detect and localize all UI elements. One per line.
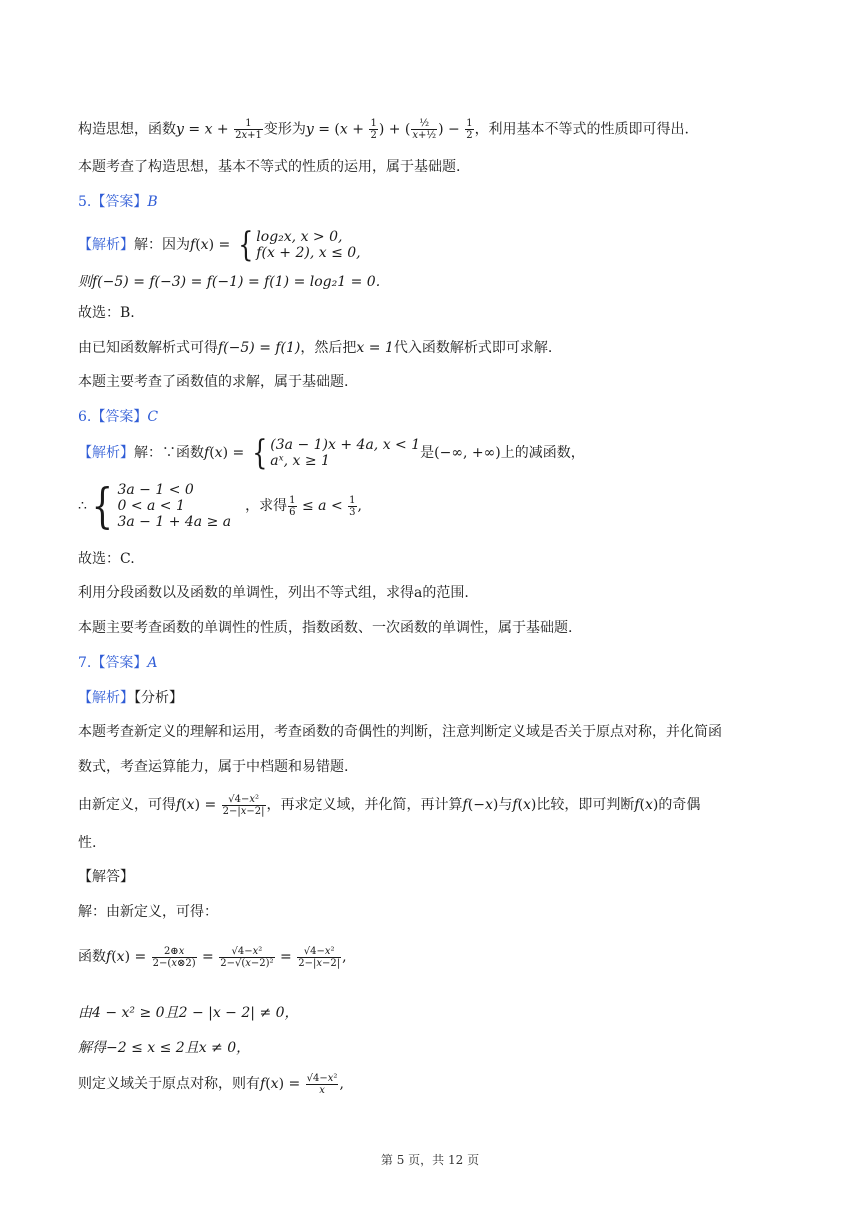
text-line-q5-method: 由已知函数解析式可得f(−5) = f(1)，然后把x = 1代入函数解析式即可求解. bbox=[78, 340, 553, 356]
text-line: 本题考查了构造思想，基本不等式的性质的运用，属于基础题. bbox=[78, 159, 461, 175]
text-line: 本题考查新定义的理解和运用，考查函数的奇偶性的判断，注意判断定义域是否关于原点对称，并化简函 bbox=[78, 724, 722, 740]
answer-heading-q5: 5.【答案】B bbox=[78, 194, 158, 210]
text-line-choice-q6: 故选：C. bbox=[78, 551, 135, 567]
text-line: 性. bbox=[78, 835, 97, 851]
solution-heading-q7: 【解答】 bbox=[78, 869, 134, 885]
answer-heading-q7: 7.【答案】A bbox=[78, 655, 158, 671]
answer-heading-q6: 6.【答案】C bbox=[78, 409, 159, 425]
text-line: 数式，考查运算能力，属于中档题和易错题. bbox=[78, 759, 349, 775]
text-line: 利用分段函数以及函数的单调性，列出不等式组，求得a的范围. bbox=[78, 585, 469, 601]
text-line-q7-def: 由新定义，可得f(x) = $\frac{\text{√4−x²}}{2-|x-2|}$ ，再求定义域，并化简，再计算f(−x)与f(x)比较，即可判断f(x)的奇偶 bbox=[78, 793, 701, 817]
text-line-q7-func: 函数f(x) = $\frac{2\oplus x}{2-(x\otimes 2)}$ = $\frac{\text{√4−x²}}{\text{2−√(x−2)²}}$ = $\frac{\text{√4−x²}}{2-|x-2|}$ , bbox=[78, 945, 347, 969]
page-footer: 第 5 页，共 12 页 bbox=[380, 1153, 480, 1167]
text-line-q7-result: 则定义域关于原点对称，则有f(x) = $\frac{\text{√4−x²}}{x}$ , bbox=[78, 1072, 344, 1096]
text-line: 由4 − x² ≥ 0且2 − |x − 2| ≠ 0， bbox=[78, 1005, 299, 1021]
analysis-line-q5: 【解析】解：因为f(x) = { log₂x, x > 0, f(x + 2), x ≤ 0, bbox=[78, 225, 361, 265]
text-line-choice-q5: 故选：B. bbox=[78, 305, 135, 321]
text-line: 解得−2 ≤ x ≤ 2且x ≠ 0， bbox=[78, 1040, 251, 1056]
inequality-system-q6: ∴{ 3a − 1 < 0 0 < a < 1 3a − 1 + 4a ≥ a ，求得 $\frac{1}{6}$ ≤ a < $\frac{1}{3}$ , bbox=[78, 478, 362, 534]
analysis-heading-q7: 【解析】【分析】 bbox=[78, 690, 183, 706]
text-line: 本题主要考查了函数值的求解，属于基础题. bbox=[78, 374, 349, 390]
analysis-line-q6: 【解析】解：∵函数f(x) = { (3a − 1)x + 4a, x < 1 aˣ, x ≥ 1 是(−∞, +∞)上的减函数， bbox=[78, 433, 585, 473]
text-line: 解：由新定义，可得： bbox=[78, 904, 218, 920]
text-line: 本题主要考查函数的单调性的性质，指数函数、一次函数的单调性，属于基础题. bbox=[78, 620, 573, 636]
text-line-eval: 则f(−5) = f(−3) = f(−1) = f(1) = log₂1 = 0. bbox=[78, 274, 381, 290]
text-line-construct: 构造思想，函数y = x + $\frac{1}{2x+1}$ 变形为y = (x + $\frac{1}{2}$ ) + ( $\frac{\text{½}}{\text{x+½}}$ ) − $\frac{1}{2}$ ，利用基本不等式的性质即可得出. bbox=[78, 118, 690, 141]
